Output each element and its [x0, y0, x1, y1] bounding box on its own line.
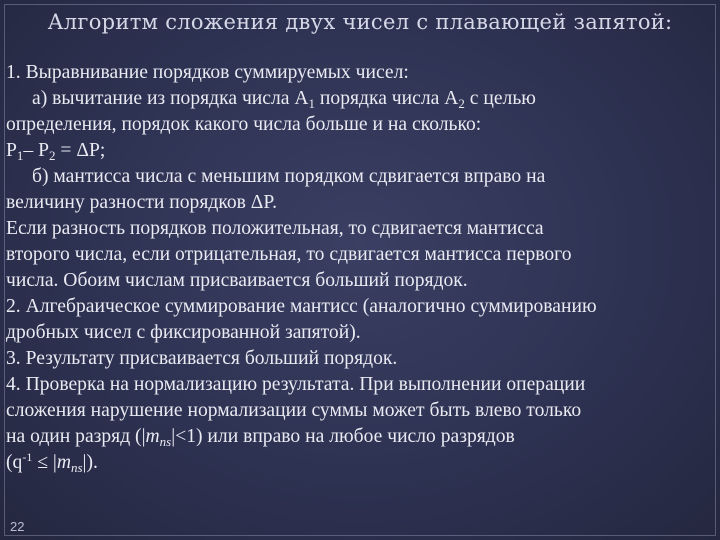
- text-line: [6, 424, 710, 450]
- text-fragment: а) вычитание из порядка числа А: [32, 88, 309, 109]
- math-subscript: ns: [159, 434, 172, 449]
- subscript: 2: [458, 96, 465, 111]
- text-line: [6, 86, 710, 112]
- formula-line: [6, 138, 710, 164]
- subscript: [71, 460, 83, 475]
- superscript: -1: [22, 450, 33, 464]
- text-line: 3. Результату присваивается больший порядок.: [6, 348, 398, 369]
- text-line: величину разности порядков ΔP.: [6, 192, 278, 213]
- text-line: 2. Алгебраическое суммирование мантисс (аналогично суммированию: [6, 296, 597, 317]
- subscript: [160, 434, 172, 449]
- subscript: 1: [16, 148, 24, 163]
- text-line: числа. Обоим числам присваивается больший порядок.: [6, 270, 468, 291]
- slide-body: [6, 60, 710, 476]
- text-line: второго числа, если отрицательная, то сдвигается мантисса первого: [6, 244, 572, 265]
- subscript: 1: [308, 96, 316, 111]
- text-line: Если разность порядков положительная, то сдвигается мантисса: [6, 218, 544, 239]
- text-fragment: |).: [82, 452, 98, 473]
- text-line: 1. Выравнивание порядков суммируемых чисел:: [6, 62, 409, 83]
- math-variable: m: [145, 426, 160, 447]
- slide-title: Алгоритм сложения двух чисел с плавающей запятой:: [47, 10, 673, 34]
- text-fragment: (q: [6, 452, 23, 473]
- math-subscript: ns: [70, 460, 83, 475]
- text-line: дробных чисел с фиксированной запятой).: [6, 322, 361, 343]
- subscript: 2: [49, 148, 56, 163]
- text-line: 4. Проверка на нормализацию результата. При выполнении операции: [6, 374, 586, 395]
- text-fragment: P: [6, 140, 17, 161]
- math-variable: m: [56, 452, 71, 473]
- text-fragment: = ΔP;: [55, 140, 106, 161]
- slide-number: 22: [10, 519, 25, 534]
- text-fragment: на один разряд (|: [6, 426, 146, 447]
- text-line: [6, 450, 710, 476]
- text-fragment: порядка числа А: [315, 88, 459, 109]
- text-line: сложения нарушение нормализации суммы может быть влево только: [6, 400, 582, 421]
- text-fragment: с целью: [464, 88, 536, 109]
- text-fragment: – P: [23, 140, 49, 161]
- text-line: б) мантисса числа с меньшим порядком сдвигается вправо на: [32, 166, 546, 187]
- text-fragment: ≤ |: [32, 452, 57, 473]
- text-line: определения, порядок какого числа больше и на сколько:: [6, 114, 482, 135]
- text-fragment: |<1) или вправо на любое число разрядов: [171, 426, 515, 447]
